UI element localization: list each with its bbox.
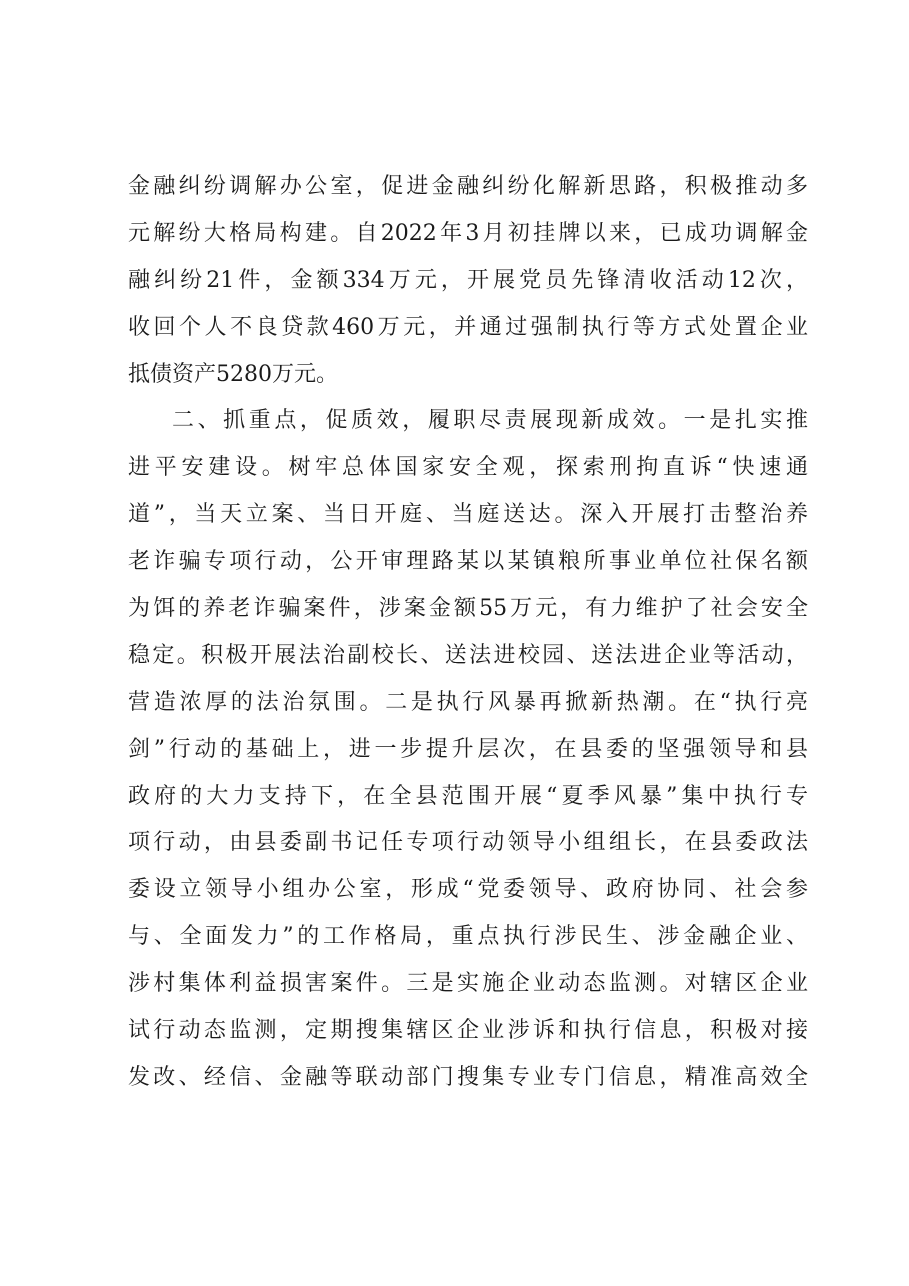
text-line: 收回个人不良贷款460万元，并通过强制执行等方式处置企业 (128, 314, 808, 340)
text-line: 项行动，由县委副书记任专项行动领导小组组长，在县委政法 (128, 830, 808, 856)
text-line: 发改、经信、金融等联动部门搜集专业专门信息，精准高效全 (128, 1064, 808, 1090)
text-line: 抵债资产5280万元。 (128, 361, 338, 387)
text-line: 为饵的养老诈骗案件，涉案金额55万元，有力维护了社会安全 (128, 596, 808, 622)
text-line: 政府的大力支持下，在全县范围开展“夏季风暴”集中执行专 (128, 783, 808, 809)
text-line: 委设立领导小组办公室，形成“党委领导、政府协同、社会参 (128, 877, 808, 903)
paragraph-2 (128, 398, 808, 1101)
text-line: 金融纠纷调解办公室，促进金融纠纷化解新思路，积极推动多 (128, 174, 808, 199)
text-line: 道”，当天立案、当日开庭、当庭送达。深入开展打击整治养 (128, 502, 808, 528)
text-line: 试行动态监测，定期搜集辖区企业涉诉和执行信息，积极对接 (128, 1018, 808, 1044)
text-line: 进平安建设。树牢总体国家安全观，探索刑拘直诉“快速通 (128, 455, 808, 481)
text-line: 二、抓重点，促质效，履职尽责展现新成效。一是扎实推 (172, 408, 808, 434)
text-line: 元解纷大格局构建。自2022年3月初挂牌以来，已成功调解金 (128, 220, 808, 246)
text-line: 老诈骗专项行动，公开审理路某以某镇粮所事业单位社保名额 (128, 549, 808, 575)
text-line: 剑”行动的基础上，进一步提升层次，在县委的坚强领导和县 (128, 736, 808, 762)
text-line: 营造浓厚的法治氛围。二是执行风暴再掀新热潮。在“执行亮 (128, 689, 808, 715)
paragraph-1 (128, 164, 808, 398)
text-line: 融纠纷21件，金额334万元，开展党员先锋清收活动12次， (128, 267, 808, 293)
document-body (128, 164, 808, 1102)
text-line: 稳定。积极开展法治副校长、送法进校园、送法进企业等活动， (128, 642, 808, 668)
text-line: 与、全面发力”的工作格局，重点执行涉民生、涉金融企业、 (128, 924, 808, 950)
text-line: 涉村集体利益损害案件。三是实施企业动态监测。对辖区企业 (128, 971, 808, 997)
